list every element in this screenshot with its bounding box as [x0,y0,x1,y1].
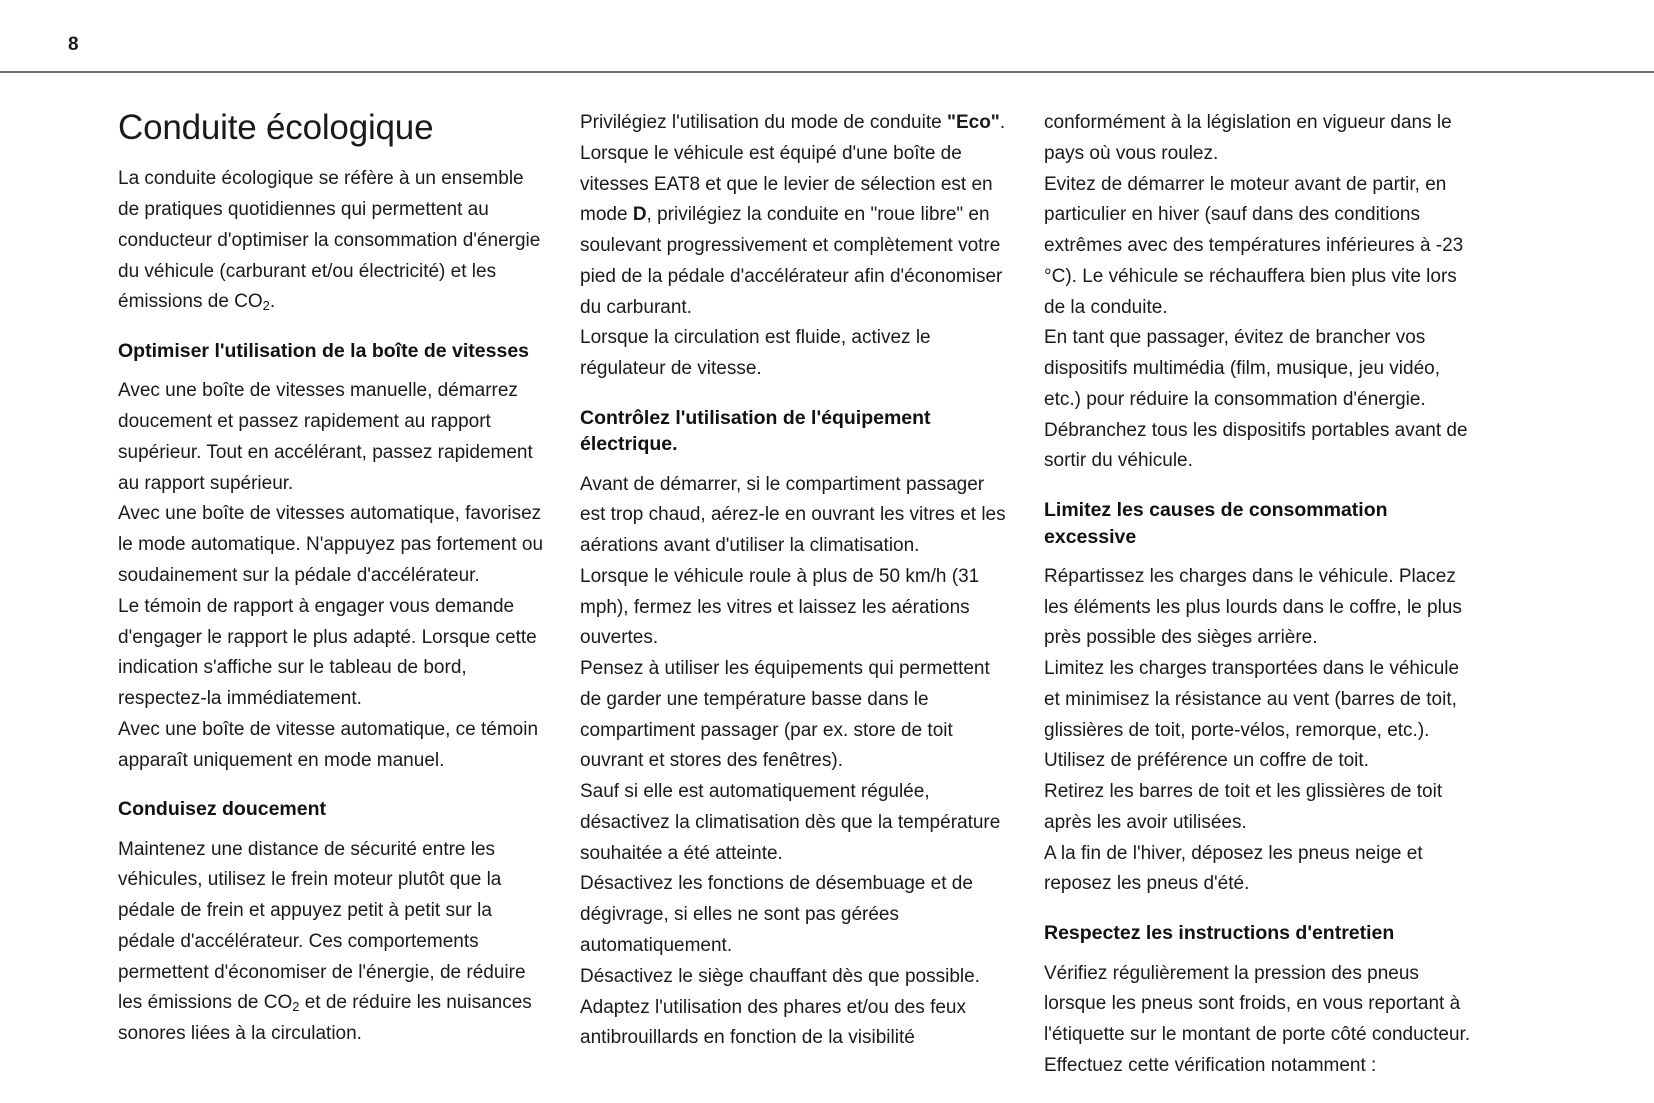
paragraph-gear-indicator: Le témoin de rapport à engager vous demande d'engager le rapport le plus adapté. Lorsque cette indication s'affiche sur le tableau de bord, respectez-la immédiatement. [118,595,537,710]
intro-text-end: . [269,291,276,313]
paragraph-cruise-control: Lorsque la circulation est fluide, activez le régulateur de vitesse. [580,327,931,380]
eco-mode-text-b: . [999,112,1006,133]
safe-distance-text-a: Maintenez une distance de sécurité entre les véhicules, utilisez le frein moteur plutôt que la pédale de frein et appuyez petit à petit sur la pédale d'accélérateur. Ces comportements permettent d'économiser de l'énergie, de réduire les émissions de CO [118,838,526,1014]
paragraph-legislation: conformément à la législation en vigueur dans le pays où vous roulez. [1044,112,1452,164]
heading-equipement-electrique: Contrôlez l'utilisation de l'équipement électrique. [580,406,931,456]
page-columns [118,108,1538,1082]
co2-subscript-2: 2 [292,999,300,1015]
paragraph-tyre-pressure: Vérifiez régulièrement la pression des pneus lorsque les pneus sont froids, en vous reportant à l'étiquette sur le montant de porte côté conducteur. [1044,962,1471,1046]
gear-d-label: D [632,204,647,226]
heading-conduisez-doucement: Conduisez doucement [118,798,327,821]
page-title: Conduite écologique [118,108,434,147]
header-divider [0,71,1654,73]
paragraph-safe-distance [118,835,548,1050]
paragraph-heated-seat: Désactivez le siège chauffant dès que possible. [580,965,980,987]
paragraph-sun-blinds: Pensez à utiliser les équipements qui permettent de garder une température basse dans le compartiment passager (par ex. store de toit ouvrant et stores des fenêtres). [580,658,990,772]
paragraph-headlights: Adaptez l'utilisation des phares et/ou des feux antibrouillards en fonction de la visibilité [580,996,966,1049]
paragraph-manual-gearbox: Avec une boîte de vitesses manuelle, démarrez doucement et passez rapidement au rapport supérieur. Tout en accélérant, passez rapidement au rapport supérieur. [118,380,533,494]
eco-mode-text-a: Privilégiez l'utilisation du mode de conduite [580,112,947,133]
heading-limitez-consommation: Limitez les causes de consommation excessive [1044,499,1388,548]
heading-instructions-entretien: Respectez les instructions d'entretien [1044,922,1395,945]
paragraph-eco-mode [580,108,1012,139]
paragraph-multimedia-devices: En tant que passager, évitez de brancher vos dispositifs multimédia (film, musique, jeu vidéo, etc.) pour réduire la consommation d'énergie. [1044,327,1440,410]
paragraph-close-windows: Lorsque le véhicule roule à plus de 50 km/h (31 mph), fermez les vitres et laissez les aérations ouvertes. [580,565,980,649]
paragraph-ventilate-cabin: Avant de démarrer, si le compartiment passager est trop chaud, aérez-le en ouvrant les vitres et les aérations avant d'utiliser la climatisation. [580,473,1006,557]
paragraph-automatic-gearbox: Avec une boîte de vitesses automatique, favorisez le mode automatique. N'appuyez pas fortement ou soudainement sur la pédale d'accélérateur. [118,503,544,586]
paragraph-switch-off-ac: Sauf si elle est automatiquement régulée, désactivez la climatisation dès que la température souhaitée a été atteinte. [580,781,1001,864]
column-left [118,108,548,1082]
paragraph-manual-mode-indicator: Avec une boîte de vitesse automatique, ce témoin apparaît uniquement en mode manuel. [118,718,539,771]
eco-label: "Eco" [946,112,1000,133]
paragraph-demisting: Désactivez les fonctions de désembuage et de dégivrage, si elles ne sont pas gérées automatiquement. [580,873,973,956]
intro-text: La conduite écologique se réfère à un ensemble de pratiques quotidiennes qui permettent au conducteur d'optimiser la consommation d'énergie du véhicule (carburant et/ou électricité) et les émissions de CO [118,168,541,313]
eat8-text-b: , privilégiez la conduite en "roue libre" en soulevant progressivement et complètement votre pied de la pédale d'accélérateur afin d'économiser du carburant. [580,204,1003,318]
intro-paragraph [118,164,548,318]
column-right [1044,108,1480,1082]
column-middle [580,108,1012,1082]
paragraph-unplug-devices: Débranchez tous les dispositifs portables avant de sortir du véhicule. [1044,419,1468,472]
page-number: 8 [68,34,79,55]
paragraph-engine-warmup: Evitez de démarrer le moteur avant de partir, en particulier en hiver (sauf dans des conditions extrêmes avec des températures inférieures à -23 °C). Le véhicule se réchauffera bien plus vite lors de la conduite. [1044,173,1464,318]
paragraph-check-notably: Effectuez cette vérification notamment : [1044,1054,1377,1076]
paragraph-winter-tyres: A la fin de l'hiver, déposez les pneus neige et reposez les pneus d'été. [1044,842,1423,895]
eat8-text-a: Lorsque le véhicule est équipé d'une boîte de vitesses EAT8 et que le levier de sélection est en mode [580,142,993,226]
paragraph-eat8-freewheel [580,139,1012,324]
heading-optimiser-boite-vitesses: Optimiser l'utilisation de la boîte de vitesses [118,340,530,363]
safe-distance-text-b: et de réduire les nuisances sonores liées à la circulation. [118,992,532,1045]
paragraph-wind-resistance: Limitez les charges transportées dans le véhicule et minimisez la résistance au vent (barres de toit, glissières de toit, porte-vélos, remorque, etc.). Utilisez de préférence un coffre de toit. [1044,658,1460,772]
paragraph-load-distribution: Répartissez les charges dans le véhicule. Placez les éléments les plus lourds dans le coffre, le plus près possible des sièges arrière. [1044,565,1462,649]
paragraph-remove-roof-bars: Retirez les barres de toit et les glissières de toit après les avoir utilisées. [1044,781,1443,833]
co2-subscript: 2 [262,298,270,314]
